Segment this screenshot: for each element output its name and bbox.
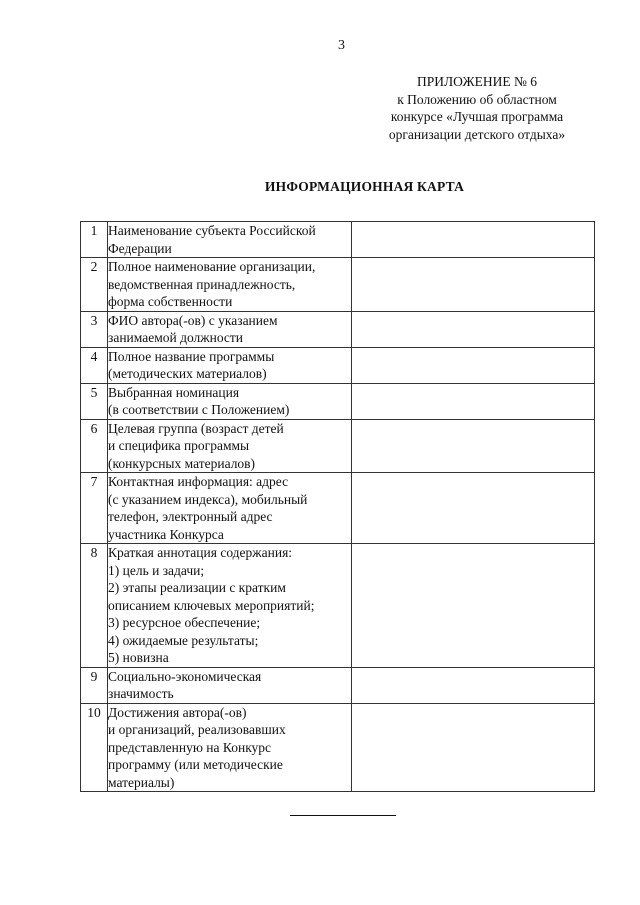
row-value-cell[interactable] [352,703,595,792]
row-label: Контактная информация: адрес (с указанием индекса), мобильный телефон, электронный адрес участника Конкурса [108,473,352,544]
row-number: 9 [81,667,108,703]
table-row [81,473,595,544]
appendix-line: организации детского отдыха» [388,126,566,142]
row-number: 2 [81,258,108,312]
row-label: ФИО автора(-ов) с указанием занимаемой должности [108,311,352,347]
row-number: 1 [81,222,108,258]
table-row [81,544,595,668]
row-number: 5 [81,383,108,419]
row-label: Достижения автора(-ов) и организаций, реализовавших представленную на Конкурс программу (или методические материалы) [108,703,352,792]
footer-divider [290,815,396,816]
table-row [81,419,595,473]
row-label: Целевая группа (возраст детей и специфика программы (конкурсных материалов) [108,419,352,473]
row-number: 6 [81,419,108,473]
row-label: Полное название программы (методических материалов) [108,347,352,383]
table-row [81,347,595,383]
row-value-cell[interactable] [352,473,595,544]
row-label: Выбранная номинация (в соответствии с Положением) [108,383,352,419]
table-row [81,311,595,347]
information-card-table [80,221,595,792]
table-row [81,703,595,792]
appendix-line: к Положению об областном [397,91,557,107]
row-label: Полное наименование организации, ведомственная принадлежность, форма собственности [108,258,352,312]
row-value-cell[interactable] [352,311,595,347]
appendix-heading [352,73,602,143]
row-number: 10 [81,703,108,792]
row-value-cell[interactable] [352,419,595,473]
row-value-cell[interactable] [352,544,595,668]
row-number: 8 [81,544,108,668]
row-label: Наименование субъекта Российской Федерации [108,222,352,258]
page-number: 3 [338,38,345,53]
row-label: Краткая аннотация содержания: 1) цель и задачи; 2) этапы реализации с кратким описанием ключевых мероприятий; 3) ресурсное обеспечение; 4) ожидаемые результаты; 5) новизна [108,544,352,668]
row-label: Социально-экономическая значимость [108,667,352,703]
row-value-cell[interactable] [352,222,595,258]
row-value-cell[interactable] [352,383,595,419]
document-title: ИНФОРМАЦИОННАЯ КАРТА [264,179,465,194]
row-number: 7 [81,473,108,544]
table-row [81,222,595,258]
row-value-cell[interactable] [352,347,595,383]
row-number: 3 [81,311,108,347]
row-number: 4 [81,347,108,383]
row-value-cell[interactable] [352,667,595,703]
table-row [81,383,595,419]
row-value-cell[interactable] [352,258,595,312]
table-row [81,667,595,703]
table-row [81,258,595,312]
appendix-line: ПРИЛОЖЕНИЕ № 6 [416,74,538,89]
appendix-line: конкурсе «Лучшая программа [390,109,564,124]
